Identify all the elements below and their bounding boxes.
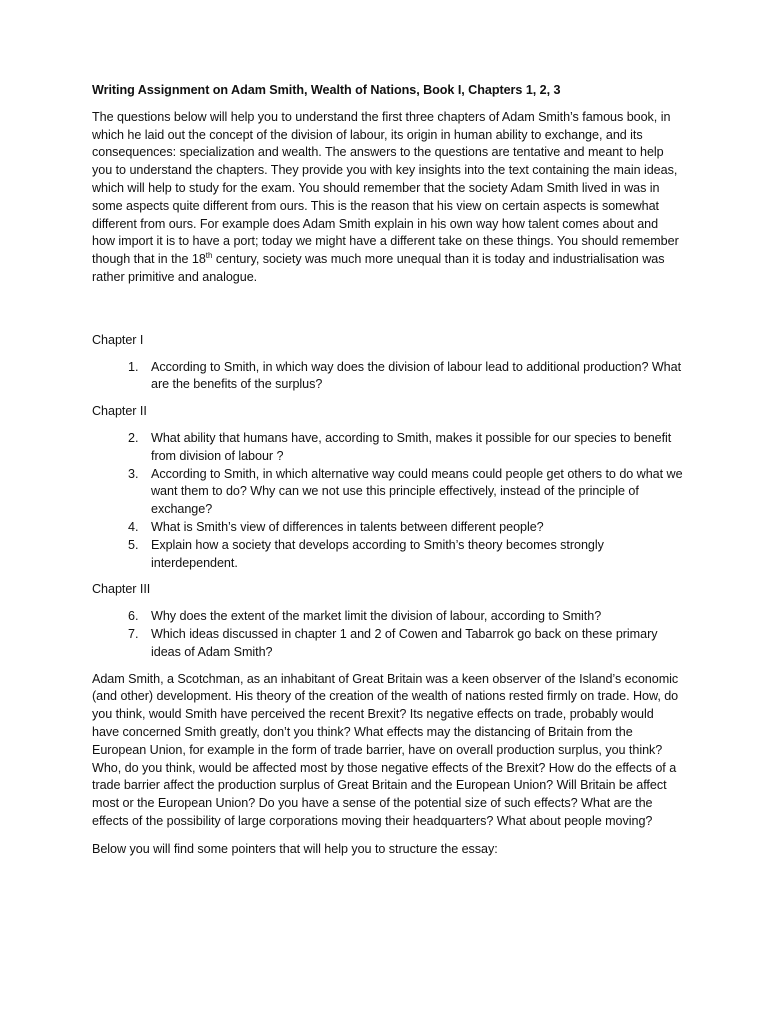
question-number: 7. <box>128 626 139 641</box>
question-text: What is Smith’s view of differences in talents between different people? <box>151 519 544 534</box>
intro-superscript: th <box>205 251 213 261</box>
question-item <box>92 359 684 395</box>
chapter-2-heading: Chapter II <box>92 404 147 419</box>
question-item <box>92 466 684 519</box>
question-number: 4. <box>128 519 139 534</box>
question-item <box>92 519 684 537</box>
question-item <box>92 537 684 573</box>
document-title: Writing Assignment on Adam Smith, Wealth of Nations, Book I, Chapters 1, 2, 3 <box>92 83 561 97</box>
chapter-3-questions <box>92 608 684 661</box>
question-text: Explain how a society that develops according to Smith’s theory becomes strongly interdependent. <box>151 537 604 570</box>
closing-line: Below you will find some pointers that will help you to structure the essay: <box>92 841 498 856</box>
brexit-paragraph: Adam Smith, a Scotchman, as an inhabitant of Great Britain was a keen observer of the Island’s economic (and other) development. His theory of the creation of the wealth of nations rested firmly on trade. How, do you think, would Smith have perceived the recent Brexit? Its negative effects on trade, probably would have concerned Smith greatly, don’t you think? What effects may the distancing of Britain from the European Union, for example in the form of trade barrier, have on overall production surplus, you think? Who, do you think, would be affected most by those negative effects of the Brexit? How do the effects of a trade barrier affect the production surplus of Great Britain and the European Union? Will Britain be affect most or the European Union? Do you have a sense of the potential size of such effects? What are the effects of the possibility of large corporations moving their headquarters? What about people moving? <box>92 671 679 828</box>
document-body <box>92 82 684 858</box>
question-text: Which ideas discussed in chapter 1 and 2 of Cowen and Tabarrok go back on these primary ideas of Adam Smith? <box>151 626 658 659</box>
question-number: 1. <box>128 359 139 374</box>
question-text: According to Smith, in which alternative way could means could people get others to do what we want them to do? Why can we not use this principle effectively, instead of the principle of exchange? <box>151 466 683 517</box>
question-text: Why does the extent of the market limit the division of labour, according to Smith? <box>151 609 602 624</box>
intro-text-part2: century, society was much more unequal than it is today and industrialisation was rather primitive and analogue. <box>92 252 665 284</box>
chapter-1-heading: Chapter I <box>92 332 144 347</box>
question-text: According to Smith, in which way does the division of labour lead to additional production? What are the benefits of the surplus? <box>151 359 682 392</box>
question-number: 3. <box>128 466 139 481</box>
question-item <box>92 626 684 662</box>
question-number: 5. <box>128 537 139 552</box>
question-number: 2. <box>128 430 139 445</box>
chapter-3-heading: Chapter III <box>92 582 151 597</box>
chapter-1-questions <box>92 359 684 395</box>
question-text: What ability that humans have, according to Smith, makes it possible for our species to benefit from division of labour ? <box>151 430 672 463</box>
intro-text-part1: The questions below will help you to understand the first three chapters of Adam Smith’s famous book, in which he laid out the concept of the division of labour, its origin in human ability to exchange, and its consequences: specialization and wealth. The answers to the questions are tentative and meant to help you to understand the chapters. They provide you with key insights into the text containing the main ideas, which will help to study for the exam. You should remember that the society Adam Smith lived in was in some aspects quite different from ours. This is the reason that his view on certain aspects is somewhat different from ours. For example does Adam Smith explain in his own way how talent comes about and how import it is to have a port; today we might have a different take on these things. You should remember though that in the 18 <box>92 109 679 267</box>
chapter-2-questions <box>92 430 684 572</box>
question-item <box>92 608 684 626</box>
question-item <box>92 430 684 466</box>
intro-paragraph <box>92 109 684 287</box>
question-number: 6. <box>128 609 139 624</box>
